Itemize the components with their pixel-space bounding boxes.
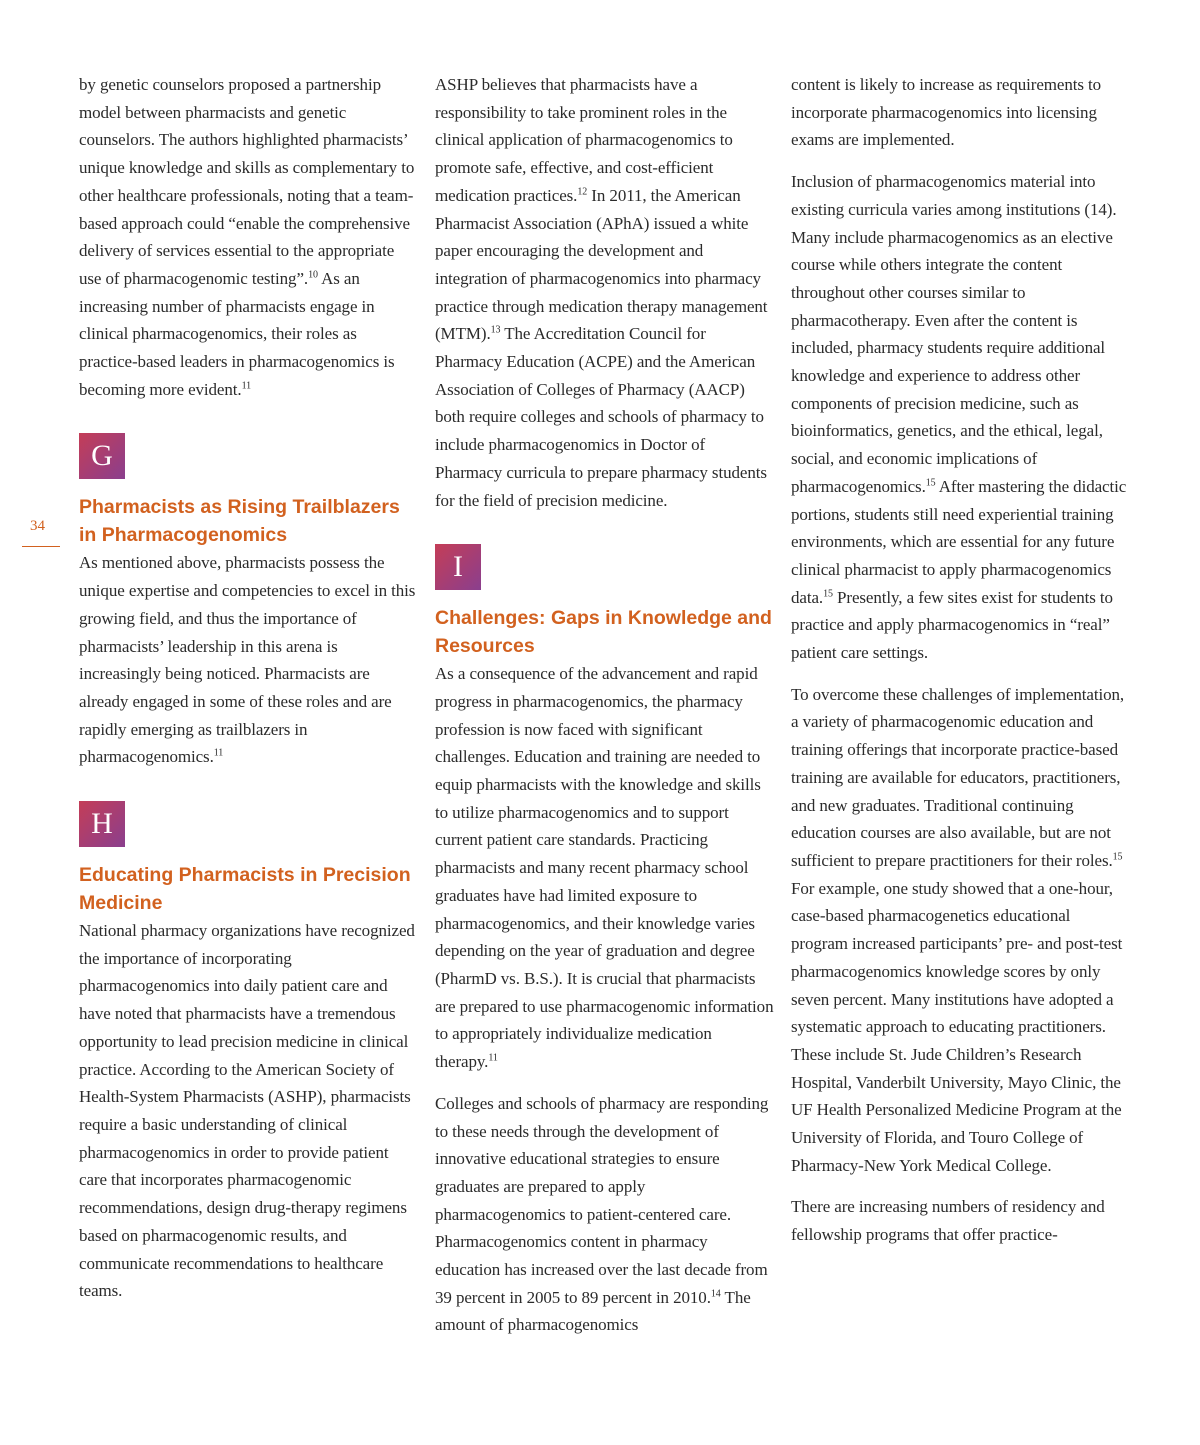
section-heading: Educating Pharmacists in Precision Medicine [79, 864, 411, 915]
paragraph: As a consequence of the advancement and rapid progress in pharmacogenomics, the pharmacy profession is now faced with significant challenges. Education and training are needed to equip pharmacists with the knowledge and skills to utilize pharmacogenomics and to support current patient care standards. Practicing pharmacists and many recent pharmacy school graduates have had limited exposure to pharmacogenomics, and their knowledge varies depending on the year of graduation and degree (PharmD vs. B.S.). It is crucial that pharmacists are prepared to use pharmacogenomic information to appropriately individualize medication therapy.$^{11}$ [435, 664, 774, 1072]
paragraph: To overcome these challenges of implementation, a variety of pharmacogenomic education and training offerings that incorporate practice-based training are available for educators, practitioners, and new graduates. Traditional continuing education courses are also available, but are not sufficient to prepare practitioners for their roles.$^{15}$ For example, one study showed that a one-hour, case-based pharmacogenetics educational program increased participants’ pre- and post-test pharmacogenomics knowledge scores by only seven percent. Many institutions have adopted a systematic approach to educating practitioners. These include St. Jude Children’s Research Hospital, Vanderbilt University, Mayo Clinic, the UF Health Personalized Medicine Program at the University of Florida, and Touro College of Pharmacy-New York Medical College. [791, 684, 1125, 1175]
column-1 [79, 71, 419, 1305]
section-letter-badge: H [79, 801, 125, 847]
paragraph: There are increasing numbers of residency and fellowship programs that offer practice- [791, 1197, 1105, 1245]
page-number-rule [22, 546, 60, 547]
section-letter-badge: G [79, 433, 125, 479]
paragraph: Colleges and schools of pharmacy are responding to these needs through the development of innovative educational strategies to ensure graduates are prepared to apply pharmacogenomics to patient-centered care. Pharmacogenomics content in pharmacy education has increased over the last decade from 39 percent in 2005 to 89 percent in 2010.14 The amount of pharmacogenomics [435, 1093, 769, 1335]
section-heading: Pharmacists as Rising Trailblazers in Pharmacogenomics [79, 496, 400, 547]
paragraph: content is likely to increase as requirements to incorporate pharmacogenomics into licensing exams are implemented. [791, 75, 1102, 150]
paragraph: by genetic counselors proposed a partnership model between pharmacists and genetic counselors. The authors highlighted pharmacists’ unique knowledge and skills as complementary to other healthcare professionals, noting that a team-based approach could “enable the comprehensive delivery of services essential to the appropriate use of pharmacogenomic testing”.$^{10}$ As an increasing number of pharmacists engage in clinical pharmacogenomics, their roles as practice-based leaders in pharmacogenomics is becoming more evident.$^{11}$ [79, 75, 415, 399]
section-heading: Challenges: Gaps in Knowledge and Resources [435, 607, 772, 658]
paragraph: Inclusion of pharmacogenomics material into existing curricula varies among institutions (14). Many include pharmacogenomics as an elective course while others integrate the content throughout other courses similar to pharmacotherapy. Even after the content is included, pharmacy students require additional knowledge and experience to address other components of precision medicine, such as bioinformatics, genetics, and the ethical, legal, social, and economic implications of pharmacogenomics.$^{15}$ After mastering the didactic portions, students still need experiential training environments, which are essential for any future clinical pharmacist to apply pharmacogenomics data.$^{15}$ Presently, a few sites exist for students to practice and apply pharmacogenomics in “real” patient care settings. [791, 172, 1127, 663]
page-number: 34 [30, 518, 45, 534]
column-2 [435, 71, 775, 1339]
column-3 [791, 71, 1131, 1249]
section-letter-badge: I [435, 544, 481, 590]
paragraph: National pharmacy organizations have recognized the importance of incorporating pharmacogenomics into daily patient care and have noted that pharmacists have a tremendous opportunity to lead precision medicine in clinical practice. According to the American Society of Health-System Pharmacists (ASHP), pharmacists require a basic understanding of clinical pharmacogenomics in order to provide patient care that incorporates pharmacogenomic recommendations, design drug-therapy regimens based on pharmacogenomic results, and communicate recommendations to healthcare teams. [79, 921, 415, 1301]
paragraph: As mentioned above, pharmacists possess the unique expertise and competencies to excel in this growing field, and thus the importance of pharmacists’ leadership in this arena is increasingly being noticed. Pharmacists are already engaged in some of these roles and are rapidly emerging as trailblazers in pharmacogenomics.$^{11}$ [79, 553, 416, 767]
paragraph: ASHP believes that pharmacists have a responsibility to take prominent roles in the clinical application of pharmacogenomics to promote safe, effective, and cost-efficient medication practices.$^{12}$ In 2011, the American Pharmacist Association (APhA) issued a white paper encouraging the development and integration of pharmacogenomics into pharmacy practice through medication therapy management (MTM).$^{13}$ The Accreditation Council for Pharmacy Education (ACPE) and the American Association of Colleges of Pharmacy (AACP) both require colleges and schools of pharmacy to include pharmacogenomics in Doctor of Pharmacy curricula to prepare pharmacy students for the field of precision medicine. [435, 75, 768, 510]
